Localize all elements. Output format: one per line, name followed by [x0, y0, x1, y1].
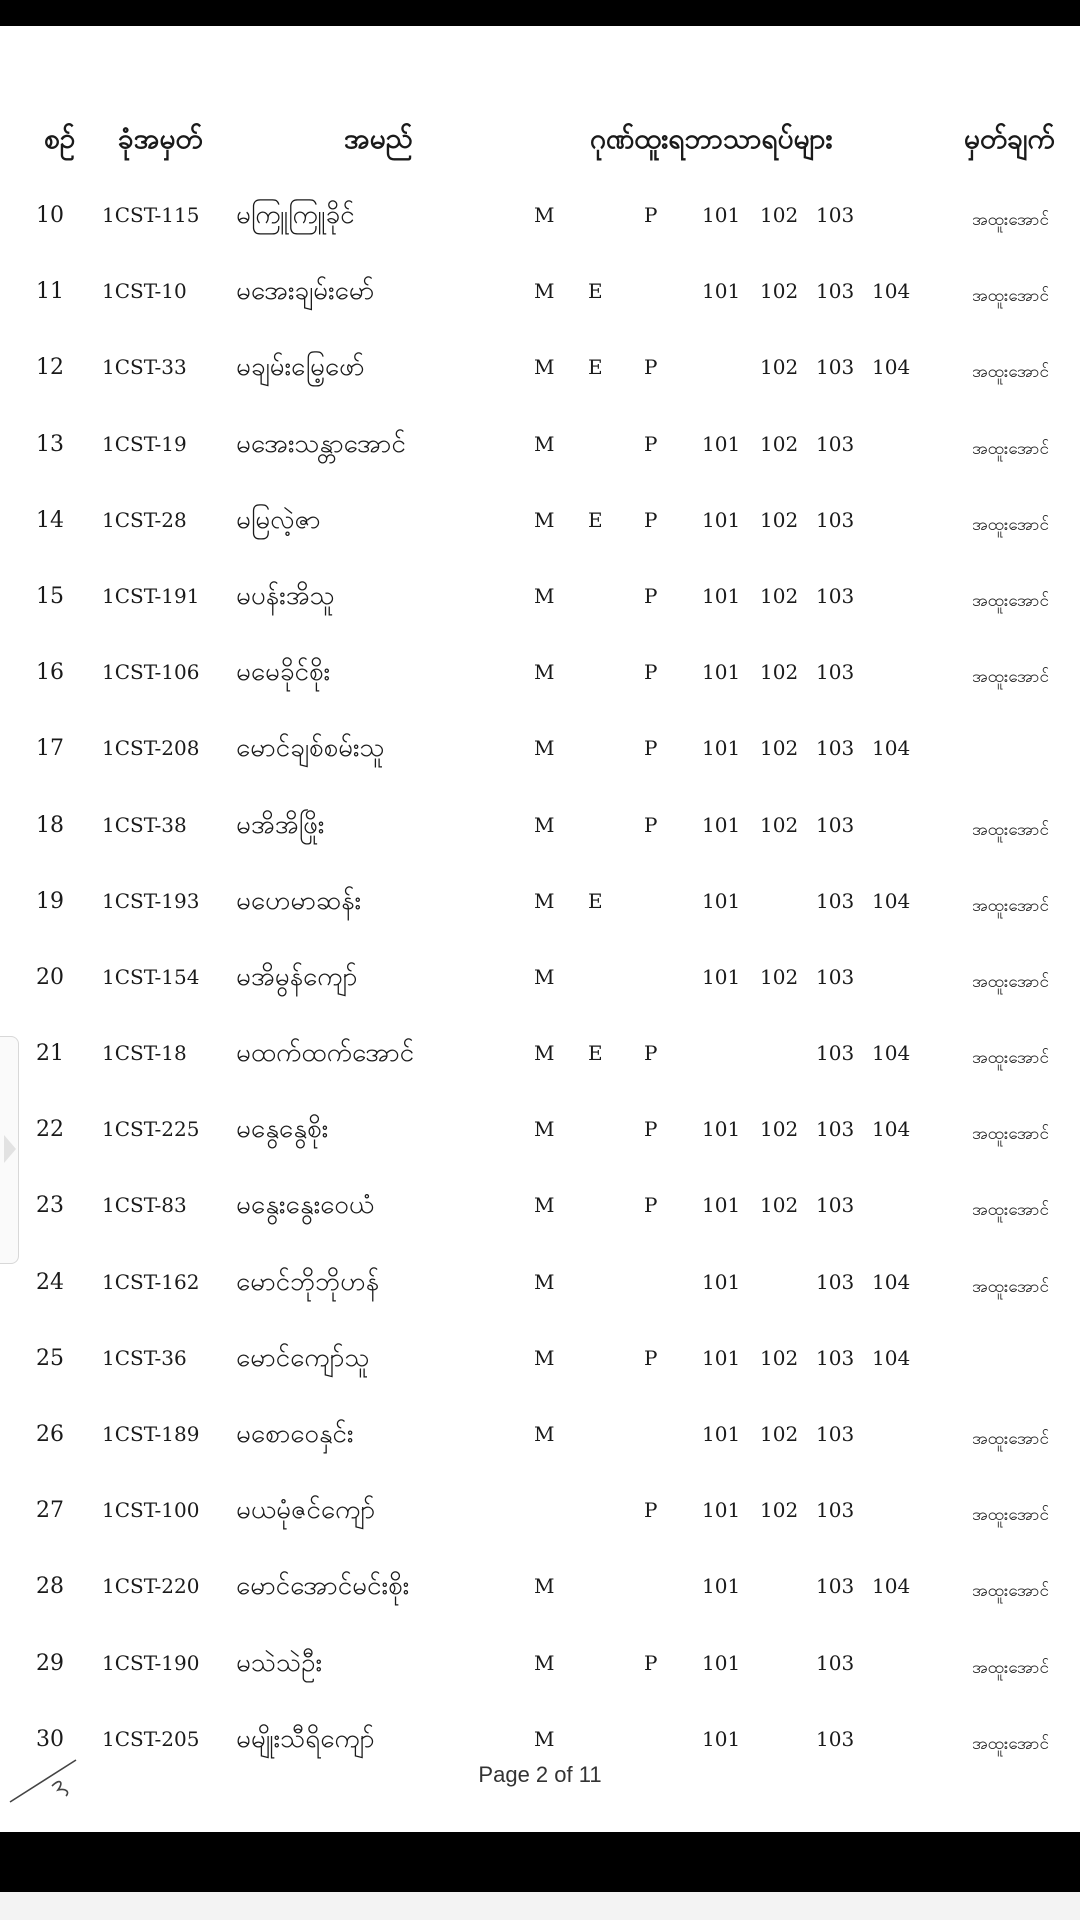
serial-no-cell: 13	[36, 431, 64, 457]
roll-no-cell: 1CST-191	[102, 583, 200, 608]
subject-101-cell: 101	[702, 1650, 741, 1675]
remark-cell: အထူးအောင်	[972, 210, 1049, 230]
table-row	[0, 1250, 1080, 1326]
table-row	[0, 1402, 1080, 1478]
serial-no-cell: 21	[36, 1041, 64, 1067]
subject-103-cell: 103	[816, 812, 855, 837]
subject-m-cell: M	[534, 1117, 555, 1142]
subject-e-cell: E	[588, 507, 603, 532]
name-cell: မဟေမာဆန်း	[236, 885, 362, 916]
subject-e-cell: E	[588, 355, 603, 380]
subject-m-cell: M	[534, 1422, 555, 1446]
signature-mark	[6, 1752, 82, 1806]
table-row	[0, 488, 1080, 564]
subject-m-cell: M	[534, 1041, 555, 1066]
remark-cell: အထူးအောင်	[972, 1124, 1049, 1145]
subject-101-cell: 101	[702, 203, 741, 227]
chevron-right-icon	[4, 1135, 16, 1163]
serial-no-cell: 17	[36, 736, 64, 762]
table-row	[0, 564, 1080, 640]
subject-101-cell: 101	[702, 964, 741, 989]
subject-p-cell: P	[644, 1345, 658, 1370]
header-name: အမည်	[344, 122, 413, 155]
subject-p-cell: P	[644, 203, 658, 227]
table-row	[0, 1021, 1080, 1097]
subject-102-cell: 102	[760, 431, 799, 456]
name-cell: မောင်ဘိုဘိုဟန်	[236, 1266, 380, 1297]
subject-102-cell: 102	[760, 1117, 799, 1142]
subject-102-cell: 102	[760, 203, 799, 227]
subject-101-cell: 101	[702, 279, 741, 304]
remark-cell: အထူးအောင်	[972, 1200, 1049, 1221]
subject-m-cell: M	[534, 1193, 555, 1218]
name-cell: မစောဝေနှင်း	[236, 1419, 354, 1449]
subject-p-cell: P	[644, 1117, 658, 1142]
subject-104-cell: 104	[872, 1345, 911, 1370]
table-row	[0, 945, 1080, 1021]
table-row	[0, 716, 1080, 792]
subject-m-cell: M	[534, 660, 555, 685]
name-cell: မယမုံဇင်ကျော်	[236, 1495, 376, 1526]
subject-p-cell: P	[644, 660, 658, 685]
subject-103-cell: 103	[816, 1650, 855, 1675]
serial-no-cell: 25	[36, 1345, 64, 1371]
subject-104-cell: 104	[872, 888, 911, 913]
subject-101-cell: 101	[702, 812, 741, 837]
subject-103-cell: 103	[816, 1345, 855, 1370]
subject-103-cell: 103	[816, 1117, 855, 1142]
name-cell: မမေခိုင်စိုး	[236, 657, 331, 688]
header-distinctions: ဂုဏ်ထူးရဘာသာရပ်များ	[590, 122, 833, 155]
name-cell: မပန်းအိသူ	[236, 580, 335, 611]
subject-p-cell: P	[644, 355, 658, 380]
bottom-black-bar	[0, 1832, 1080, 1892]
remark-cell: အထူးအောင်	[972, 286, 1049, 307]
remark-cell: အထူးအောင်	[972, 895, 1049, 916]
roll-no-cell: 1CST-154	[102, 964, 200, 989]
roll-no-cell: 1CST-208	[102, 736, 200, 761]
subject-104-cell: 104	[872, 1269, 911, 1294]
roll-no-cell: 1CST-100	[102, 1498, 200, 1523]
remark-cell: အထူးအောင်	[972, 819, 1049, 840]
remark-cell: အထူးအောင်	[972, 590, 1049, 611]
page-number: Page 2 of 11	[478, 1762, 602, 1787]
name-cell: မနွေနွေစိုး	[236, 1114, 329, 1145]
remark-cell: အထူးအောင်	[972, 971, 1049, 992]
header-remark: မှတ်ချက်	[964, 122, 1055, 155]
serial-no-cell: 15	[36, 583, 64, 609]
subject-m-cell: M	[534, 736, 555, 761]
name-cell: မအိမွန်ကျော်	[236, 961, 358, 992]
remark-cell: အထူးအောင်	[972, 667, 1049, 688]
subject-101-cell: 101	[702, 1193, 741, 1218]
subject-p-cell: P	[644, 1193, 658, 1218]
roll-no-cell: 1CST-162	[102, 1269, 200, 1294]
name-cell: မနွေးနွေးဝေယံ	[236, 1190, 375, 1221]
subject-103-cell: 103	[816, 660, 855, 685]
subject-p-cell: P	[644, 583, 658, 608]
name-cell: မသဲသဲဦး	[236, 1647, 323, 1678]
side-panel-handle[interactable]	[0, 1036, 19, 1264]
subject-103-cell: 103	[816, 279, 855, 304]
roll-no-cell: 1CST-193	[102, 888, 200, 913]
bottom-strip	[0, 1892, 1080, 1920]
subject-104-cell: 104	[872, 1117, 911, 1142]
subject-103-cell: 103	[816, 888, 855, 913]
subject-103-cell: 103	[816, 355, 855, 380]
table-header	[0, 120, 1080, 180]
roll-no-cell: 1CST-190	[102, 1650, 200, 1675]
subject-101-cell: 101	[702, 431, 741, 456]
subject-m-cell: M	[534, 203, 555, 227]
subject-m-cell: M	[534, 1650, 555, 1675]
serial-no-cell: 19	[36, 888, 64, 914]
subject-103-cell: 103	[816, 1269, 855, 1294]
subject-p-cell: P	[644, 507, 658, 532]
table-row	[0, 1631, 1080, 1707]
subject-p-cell: P	[644, 736, 658, 761]
subject-m-cell: M	[534, 507, 555, 532]
table-row	[0, 1326, 1080, 1402]
subject-103-cell: 103	[816, 1574, 855, 1599]
table-row	[0, 1097, 1080, 1173]
subject-m-cell: M	[534, 1345, 555, 1370]
subject-103-cell: 103	[816, 203, 855, 227]
subject-102-cell: 102	[760, 964, 799, 989]
table-row	[0, 1173, 1080, 1249]
table-row	[0, 183, 1080, 259]
subject-102-cell: 102	[760, 355, 799, 380]
subject-104-cell: 104	[872, 1041, 911, 1066]
roll-no-cell: 1CST-38	[102, 812, 187, 837]
subject-103-cell: 103	[816, 507, 855, 532]
roll-no-cell: 1CST-19	[102, 431, 187, 456]
table-row	[0, 1478, 1080, 1554]
subject-102-cell: 102	[760, 660, 799, 685]
subject-p-cell: P	[644, 431, 658, 456]
table-row	[0, 259, 1080, 335]
subject-103-cell: 103	[816, 1193, 855, 1218]
name-cell: မအေးသန္တာအောင်	[236, 428, 406, 459]
subject-e-cell: E	[588, 279, 603, 304]
roll-no-cell: 1CST-225	[102, 1117, 200, 1142]
roll-no-cell: 1CST-10	[102, 279, 187, 304]
subject-102-cell: 102	[760, 507, 799, 532]
table-row	[0, 869, 1080, 945]
subject-m-cell: M	[534, 355, 555, 380]
subject-m-cell: M	[534, 279, 555, 304]
serial-no-cell: 18	[36, 812, 64, 838]
subject-m-cell: M	[534, 812, 555, 837]
subject-101-cell: 101	[702, 888, 741, 913]
subject-m-cell: M	[534, 1726, 555, 1751]
subject-103-cell: 103	[816, 1498, 855, 1523]
subject-m-cell: M	[534, 964, 555, 989]
subject-101-cell: 101	[702, 1498, 741, 1523]
name-cell: မောင်အောင်မင်းစိုး	[236, 1571, 410, 1602]
subject-102-cell: 102	[760, 583, 799, 608]
name-cell: မောင်ချစ်စမ်းသူ	[236, 733, 385, 764]
roll-no-cell: 1CST-220	[102, 1574, 200, 1599]
subject-p-cell: P	[644, 1650, 658, 1675]
serial-no-cell: 10	[36, 203, 64, 228]
serial-no-cell: 28	[36, 1574, 64, 1600]
table-row	[0, 640, 1080, 716]
roll-no-cell: 1CST-18	[102, 1041, 187, 1066]
subject-101-cell: 101	[702, 1726, 741, 1751]
subject-104-cell: 104	[872, 736, 911, 761]
subject-103-cell: 103	[816, 1041, 855, 1066]
subject-101-cell: 101	[702, 1422, 741, 1446]
remark-cell: အထူးအောင်	[972, 1733, 1049, 1754]
name-cell: မအိအိဖြိုး	[236, 809, 325, 840]
subject-p-cell: P	[644, 1041, 658, 1066]
subject-104-cell: 104	[872, 355, 911, 380]
serial-no-cell: 11	[36, 279, 64, 305]
subject-103-cell: 103	[816, 736, 855, 761]
remark-cell: အထူးအောင်	[972, 1048, 1049, 1069]
header-serial-no: စဉ်	[44, 122, 76, 155]
roll-no-cell: 1CST-83	[102, 1193, 187, 1218]
name-cell: မကြူကြူခိုင်	[236, 200, 355, 230]
subject-102-cell: 102	[760, 279, 799, 304]
remark-cell: အထူးအောင်	[972, 514, 1049, 535]
name-cell: မထက်ထက်အောင်	[236, 1038, 415, 1069]
roll-no-cell: 1CST-33	[102, 355, 187, 380]
subject-101-cell: 101	[702, 1117, 741, 1142]
remark-cell: အထူးအောင်	[972, 438, 1049, 459]
subject-103-cell: 103	[816, 583, 855, 608]
name-cell: မောင်ကျော်သူ	[236, 1342, 370, 1373]
subject-102-cell: 102	[760, 736, 799, 761]
serial-no-cell: 26	[36, 1422, 64, 1447]
serial-no-cell: 23	[36, 1193, 64, 1219]
serial-no-cell: 14	[36, 507, 64, 533]
subject-101-cell: 101	[702, 1345, 741, 1370]
table-row	[0, 1554, 1080, 1630]
remark-cell: အထူးအောင်	[972, 1581, 1049, 1602]
subject-e-cell: E	[588, 888, 603, 913]
subject-103-cell: 103	[816, 1422, 855, 1446]
header-roll-no: ခုံအမှတ်	[118, 122, 203, 155]
subject-101-cell: 101	[702, 1269, 741, 1294]
subject-101-cell: 101	[702, 1574, 741, 1599]
subject-101-cell: 101	[702, 507, 741, 532]
subject-m-cell: M	[534, 1269, 555, 1294]
name-cell: မအေးချမ်းမော်	[236, 276, 375, 307]
roll-no-cell: 1CST-205	[102, 1726, 200, 1751]
serial-no-cell: 30	[36, 1726, 64, 1752]
name-cell: မမြလဲ့ဇာ	[236, 504, 321, 535]
subject-e-cell: E	[588, 1041, 603, 1066]
subject-102-cell: 102	[760, 812, 799, 837]
results-table	[0, 183, 1080, 1783]
subject-102-cell: 102	[760, 1498, 799, 1523]
roll-no-cell: 1CST-115	[102, 203, 200, 227]
subject-104-cell: 104	[872, 279, 911, 304]
subject-103-cell: 103	[816, 1726, 855, 1751]
remark-cell: အထူးအောင်	[972, 1276, 1049, 1297]
remark-cell: အထူးအောင်	[972, 1505, 1049, 1526]
remark-cell: အထူးအောင်	[972, 1657, 1049, 1678]
serial-no-cell: 16	[36, 660, 64, 686]
subject-m-cell: M	[534, 888, 555, 913]
roll-no-cell: 1CST-106	[102, 660, 200, 685]
table-row	[0, 412, 1080, 488]
subject-101-cell: 101	[702, 660, 741, 685]
roll-no-cell: 1CST-36	[102, 1345, 187, 1370]
subject-p-cell: P	[644, 1498, 658, 1523]
subject-104-cell: 104	[872, 1574, 911, 1599]
serial-no-cell: 29	[36, 1650, 64, 1676]
subject-102-cell: 102	[760, 1345, 799, 1370]
subject-m-cell: M	[534, 431, 555, 456]
serial-no-cell: 12	[36, 355, 64, 381]
subject-103-cell: 103	[816, 431, 855, 456]
subject-102-cell: 102	[760, 1193, 799, 1218]
top-black-bar	[0, 0, 1080, 26]
name-cell: မမျိုးသီရိကျော်	[236, 1723, 375, 1754]
serial-no-cell: 27	[36, 1498, 64, 1524]
subject-103-cell: 103	[816, 964, 855, 989]
remark-cell: အထူးအောင်	[972, 1429, 1049, 1449]
roll-no-cell: 1CST-28	[102, 507, 187, 532]
subject-101-cell: 101	[702, 736, 741, 761]
subject-m-cell: M	[534, 1574, 555, 1599]
serial-no-cell: 20	[36, 964, 64, 990]
serial-no-cell: 24	[36, 1269, 64, 1295]
table-row	[0, 335, 1080, 411]
roll-no-cell: 1CST-189	[102, 1422, 200, 1446]
name-cell: မချမ်းမြေ့ဖော်	[236, 352, 365, 383]
remark-cell: အထူးအောင်	[972, 362, 1049, 383]
subject-p-cell: P	[644, 812, 658, 837]
subject-101-cell: 101	[702, 583, 741, 608]
subject-m-cell: M	[534, 583, 555, 608]
table-row	[0, 793, 1080, 869]
serial-no-cell: 22	[36, 1117, 64, 1143]
subject-102-cell: 102	[760, 1422, 799, 1446]
